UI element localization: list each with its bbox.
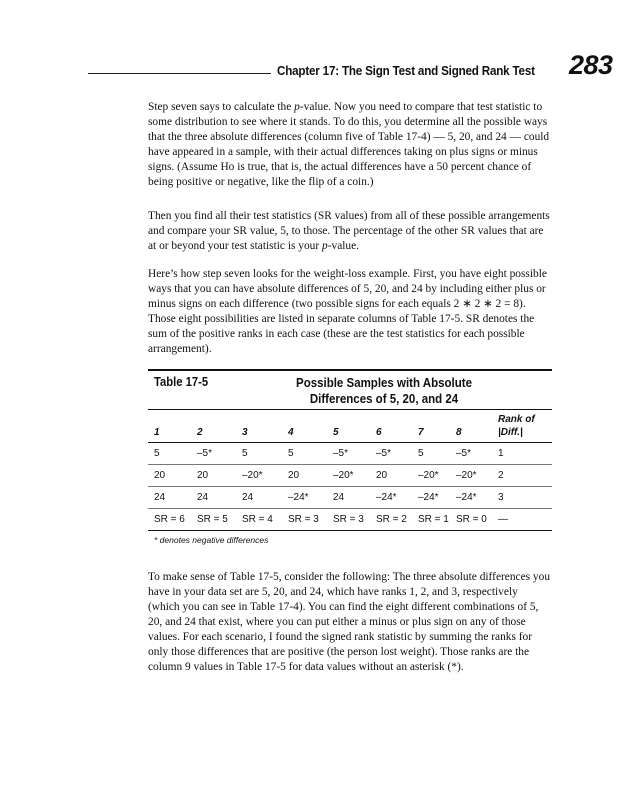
table-title: Possible Samples with Absolute Differences of 5, 20, and 24 <box>296 376 472 406</box>
paragraph-sr-values: Then you find all their test statistics (SR values) from all of these possible arrangements and compare your SR value, 5, to those. The percentage of the other SR values that are at or beyond your test statistic is your p-value. <box>148 210 550 252</box>
table-footnote: * denotes negative differences <box>154 535 269 545</box>
column-header: 5 <box>333 427 339 438</box>
header-rule <box>88 73 271 74</box>
table-row: 5 –5* 5 5 –5* –5* 5 –5* 1 <box>148 443 552 465</box>
rank-column-header: Rank of |Diff.| <box>498 414 535 438</box>
table-header-row <box>148 410 552 442</box>
paragraph-step-seven: Step seven says to calculate the p-value. Now you need to compare that test statistic to some distribution to see where it stands. To do this, you determine all the possible ways that the three absolute differences (column five of Table 17-4) — 5, 20, and 24 — could have appeared in a sample, with their actual differences taking on plus signs or minus signs. (Assume Ho is true, that is, the actual differences have a 50 percent chance of being positive or negative, like the flip of a coin.) <box>148 101 550 188</box>
paragraph-table-explanation: To make sense of Table 17-5, consider the following: The three absolute differences you have in your data set are 5, 20, and 24, which have ranks 1, 2, and 3, respectively (which you can see in Table 17-4). You can find the eight different combinations of 5, 20, and 24 that exist, where you can put either a minus or plus sign on any of those values. For each scenario, I found the signed rank statistic by summing the ranks for only those differences that are positive (the person lost weight). Those ranks are the column 9 values in Table 17-5 for data values without an asterisk (*). <box>148 571 551 673</box>
page-number: 283 <box>569 50 613 80</box>
table-17-5 <box>148 369 552 545</box>
table-row: 20 20 –20* 20 –20* 20 –20* –20* 2 <box>148 465 552 487</box>
column-header: 7 <box>418 427 424 438</box>
column-header: 3 <box>242 427 248 438</box>
running-head: Chapter 17: The Sign Test and Signed Rank Test <box>277 64 535 78</box>
column-header: 6 <box>376 427 382 438</box>
column-header: 8 <box>456 427 462 438</box>
paragraph-weight-loss: Here’s how step seven looks for the weight-loss example. First, you have eight possible ways that you can have absolute differences of 5, 20, and 24 by including either plus or minus signs on each difference (two possible signs for each equals 2 ∗ 2 ∗ 2 = 8). Those eight possibilities are listed in separate columns of Table 17-5. SR denotes the sum of the positive ranks in each case (these are the test statistics for each possible arrangement). <box>148 268 547 355</box>
column-header: 4 <box>288 427 294 438</box>
table-row-sr: SR = 6 SR = 5 SR = 4 SR = 3 SR = 3 SR = 2 SR = 1 SR = 0 — <box>148 509 552 531</box>
table-row: 24 24 24 –24* 24 –24* –24* –24* 3 <box>148 487 552 509</box>
column-header: 1 <box>154 427 160 438</box>
column-header: 2 <box>197 427 203 438</box>
table-number: Table 17-5 <box>154 375 209 389</box>
